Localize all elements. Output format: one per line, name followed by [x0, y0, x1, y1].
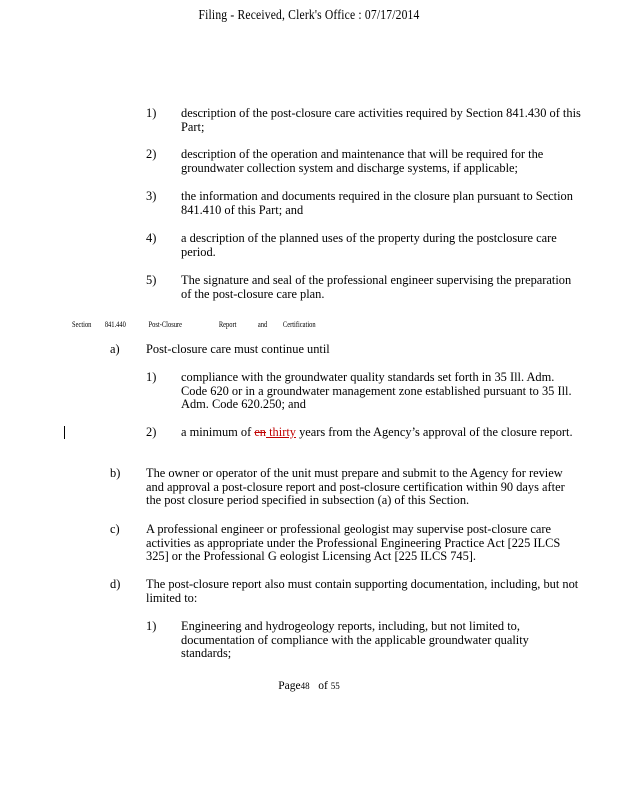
section-title-part: Report: [218, 320, 237, 329]
text-segment: years from the Agency’s approval of the closure report.: [295, 425, 573, 439]
subsection-label: b): [110, 466, 121, 480]
subsection-text: A professional engineer or professional geologist may supervise post-closure care activities as appropriate under the Professional Engineering Practice Act [225 ILCS 325] or the Professional G eologist Licensing Act [225 ILCS 745].: [146, 522, 561, 564]
page-total: 55: [330, 681, 340, 691]
subsection-label: a): [110, 342, 120, 356]
item-number: 1): [146, 106, 157, 120]
section-heading: [72, 318, 316, 332]
item-number: 2): [146, 425, 157, 439]
item-number: 3): [146, 189, 157, 203]
subsection-label: d): [110, 577, 121, 591]
page-number: 48: [300, 681, 310, 691]
text-cursor: [64, 426, 65, 439]
item-text: a description of the planned uses of the property during the postclosure care period.: [181, 231, 557, 259]
item-text: the information and documents required in the closure plan pursuant to Section 841.410 of this Part; and: [181, 189, 573, 217]
filing-header: Filing - Received, Clerk's Office : 07/17/2014: [198, 7, 420, 22]
item-number: 2): [146, 147, 157, 161]
of-label: of: [318, 680, 328, 692]
item-text: [181, 426, 581, 440]
item-text: The signature and seal of the professional engineer supervising the preparation of the post-closure care plan.: [181, 273, 572, 301]
subsection-text: The post-closure report also must contain supporting documentation, including, but not limited to:: [146, 577, 579, 605]
subsection-label: c): [110, 522, 120, 536]
text-segment: a minimum of: [181, 425, 255, 439]
subsection-text: The owner or operator of the unit must prepare and submit to the Agency for review and approval a post-closure report and post-closure certification within 90 days after the post closure period specified in subsection (a) of this Section.: [146, 466, 565, 508]
section-number: 841.440: [104, 320, 126, 329]
item-text: description of the post-closure care activities required by Section 841.430 of this Part;: [181, 106, 581, 134]
deleted-text: en: [254, 425, 267, 439]
page-footer: [0, 680, 618, 694]
section-title-part: Certification: [282, 320, 316, 329]
item-number: 1): [146, 619, 157, 633]
section-title-part: and: [257, 320, 268, 329]
item-text: compliance with the groundwater quality standards set forth in 35 Ill. Adm. Code 620 or in a groundwater management zone established pursuant to 35 Ill. Adm. Code 620.250; and: [181, 370, 572, 412]
inserted-text: thirty: [266, 425, 296, 439]
item-number: 5): [146, 273, 157, 287]
page-label: Page: [278, 680, 301, 692]
item-text: Engineering and hydrogeology reports, including, but not limited to, documentation of compliance with the applicable groundwater quality standards;: [181, 619, 529, 661]
section-word: Section: [72, 320, 92, 329]
item-text: description of the operation and maintenance that will be required for the groundwater collection system and discharge systems, if applicable;: [181, 147, 544, 175]
subsection-text: Post-closure care must continue until: [146, 342, 330, 356]
section-title-part: Post-Closure: [148, 320, 183, 329]
item-number: 4): [146, 231, 157, 245]
item-number: 1): [146, 370, 157, 384]
